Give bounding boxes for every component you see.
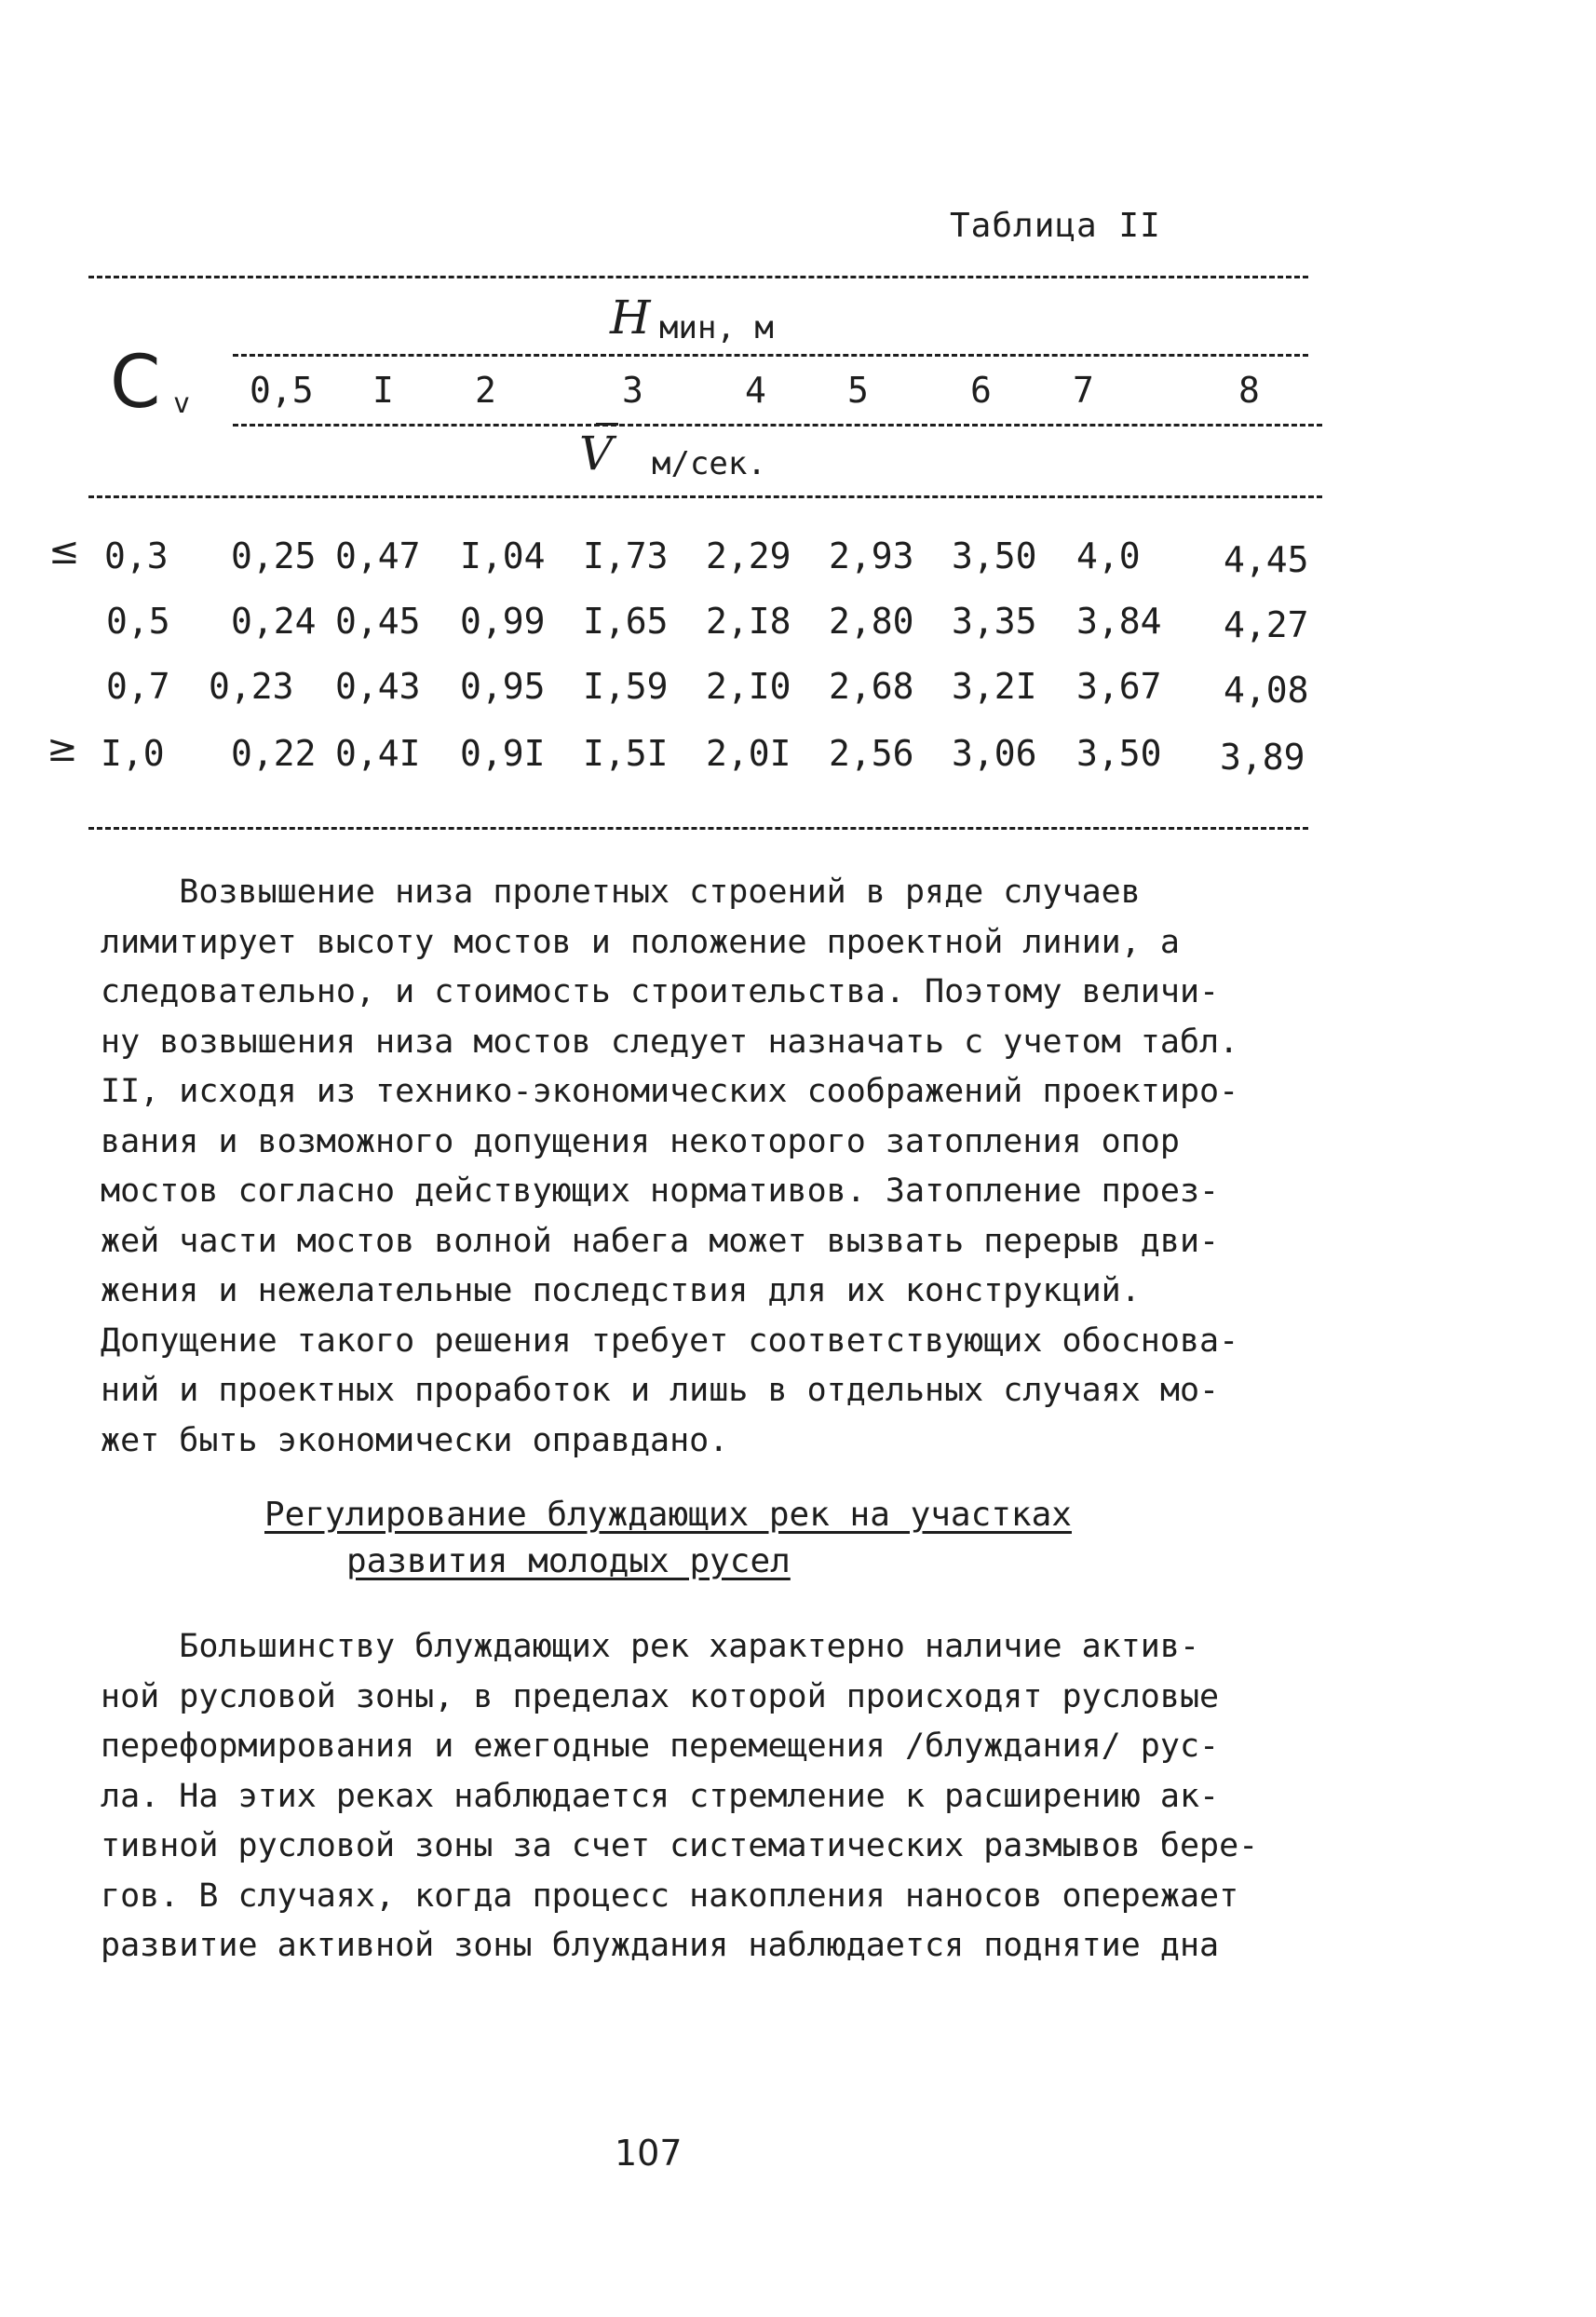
table-cell: 0,23 [209,666,294,707]
cv-subscript: v [173,387,191,420]
text-line: ну возвышения низа мостов следует назначать с учетом табл. [101,1023,1239,1061]
h-symbol: H [610,291,651,345]
text-line: Допущение такого решения требует соответствующих обоснова- [101,1321,1239,1360]
table-cell: 3,50 [952,535,1037,576]
table-cell: 2,56 [829,733,914,774]
column-header: 0,5 [250,370,314,411]
column-header: 7 [1073,370,1094,411]
text-line: жет быть экономически оправдано. [101,1421,729,1459]
cv-value: 0,3 [104,535,169,576]
h-unit: мин, м [659,309,774,346]
header-rule-1 [233,354,1308,357]
table-cell: 2,29 [706,535,791,576]
table-top-rule [88,276,1308,278]
table-cell: I,04 [460,535,546,576]
v-unit: м/сек. [652,445,766,482]
table-cell: I,5I [583,733,669,774]
table-cell: 4,45 [1224,539,1309,580]
table-cell: I,65 [583,601,669,642]
table-cell: I,59 [583,666,669,707]
table-cell: 0,99 [460,601,546,642]
text-line: следовательно, и стоимость строительства. Поэтому величи- [101,973,1220,1010]
table-cell: 3,35 [952,601,1037,642]
table-cell: 2,93 [829,535,914,576]
table-cell: 2,I8 [706,601,791,642]
header-rule-3 [88,495,1322,498]
table-cell: 3,67 [1076,666,1162,707]
table-cell: 3,89 [1220,737,1305,778]
column-header: 8 [1238,370,1260,411]
text-line: мостов согласно действующих нормативов. Затопление проез- [101,1172,1220,1210]
table-cell: 0,95 [460,666,546,707]
cv-value: 0,5 [106,601,170,642]
table-cell: 0,9I [460,733,546,774]
cv-value: I,0 [101,733,165,774]
table-bottom-rule [88,827,1308,830]
table-cell: 0,43 [335,666,421,707]
text-line: Большинству блуждающих рек характерно наличие актив- [101,1628,1200,1665]
table-cell: 0,25 [231,535,317,576]
text-line: ной русловой зоны, в пределах которой происходят русловые [101,1677,1220,1715]
table-cell: 2,80 [829,601,914,642]
row-mark-greater-equal: ≥ [47,727,78,770]
table-cell: 3,50 [1076,733,1162,774]
column-header: 4 [745,370,766,411]
text-line: гов. В случаях, когда процесс накопления наносов опережает [101,1877,1239,1915]
text-line: развитие активной зоны блуждания наблюдается поднятие дна [101,1927,1220,1964]
text-line: тивной русловой зоны за счет систематических размывов бере- [101,1827,1259,1864]
text-line: переформирования и ежегодные перемещения /блуждания/ рус- [101,1728,1220,1765]
table-cell: 4,08 [1224,670,1309,711]
table-cell: 0,4I [335,733,421,774]
table-cell: I,73 [583,535,669,576]
paragraph-braided-rivers [101,1622,1339,1971]
table-cell: 3,06 [952,733,1037,774]
text-line: II, исходя из технико-экономических соображений проектиро- [101,1073,1239,1110]
section-heading-line-2: развития молодых русел [346,1542,791,1580]
text-line: вания и возможного допущения некоторого затопления опор [101,1122,1180,1160]
page-number: 107 [615,2133,683,2174]
table-cell: 0,22 [231,733,317,774]
table-cell: 0,24 [231,601,317,642]
text-line: жей части мостов волной набега может вызвать перерыв дви- [101,1222,1220,1260]
table-cell: 2,0I [706,733,791,774]
table-cell: 2,68 [829,666,914,707]
table-cell: 0,45 [335,601,421,642]
cv-value: 0,7 [106,666,170,707]
table-cell: 2,I0 [706,666,791,707]
row-mark-less-equal: ≤ [48,530,80,573]
column-header: 2 [475,370,496,411]
text-line: Возвышение низа пролетных строений в ряде случаев [101,874,1141,911]
column-header: 3 [622,370,643,411]
v-bar [596,423,618,426]
text-line: жения и нежелательные последствия для их конструкций. [101,1272,1141,1309]
table-caption: Таблица II [950,207,1161,245]
text-line: лимитирует высоту мостов и положение проектной линии, а [101,923,1180,961]
section-heading-line-1: Регулирование блуждающих рек на участках [264,1496,1072,1534]
column-header: I [372,370,394,411]
table-cell: 3,84 [1076,601,1162,642]
v-symbol: V [579,427,614,481]
table-cell: 3,2I [952,666,1037,707]
header-rule-2 [233,424,1322,427]
text-line: ний и проектных проработок и лишь в отдельных случаях мо- [101,1372,1220,1409]
table-cell: 4,0 [1076,535,1141,576]
table-cell: 0,47 [335,535,421,576]
column-header: 5 [847,370,869,411]
text-line: ла. На этих реках наблюдается стремление к расширению ак- [101,1777,1220,1815]
cv-symbol: C [110,341,161,425]
column-header: 6 [970,370,992,411]
table-cell: 4,27 [1224,604,1309,645]
paragraph-bridge-clearance [101,868,1339,1466]
